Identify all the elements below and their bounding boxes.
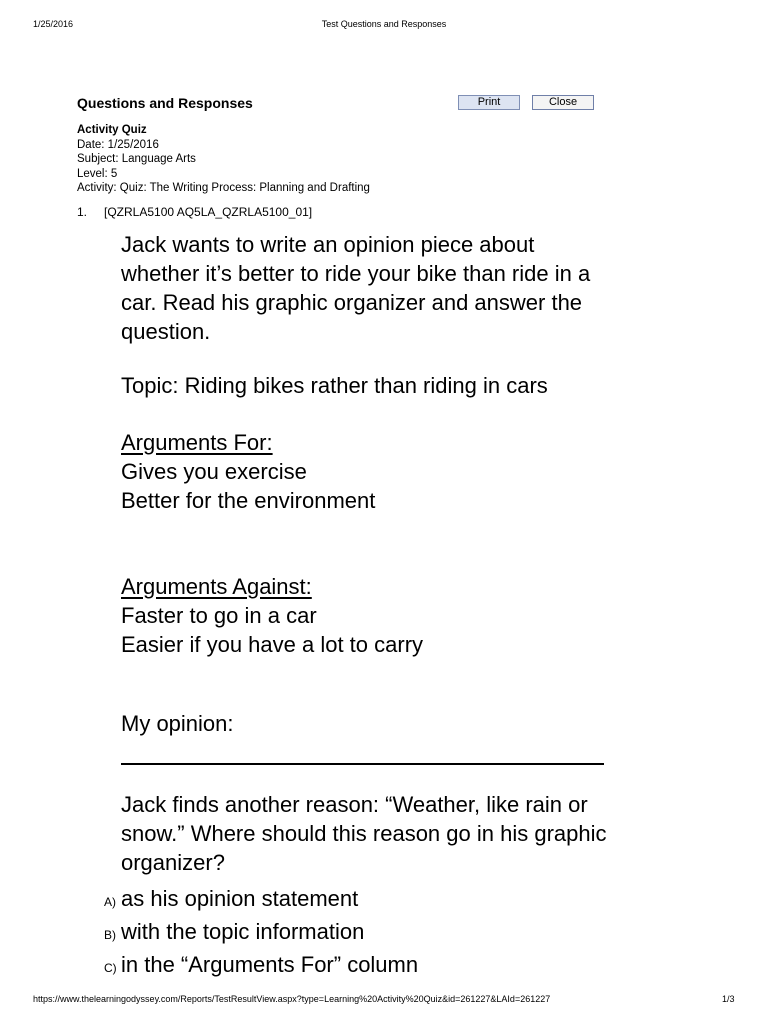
print-date: 1/25/2016 [33,19,74,29]
choice-text: in the “Arguments For” column [121,952,419,977]
print-button[interactable]: Print [458,95,520,110]
activity-subject: Subject: Language Arts [77,153,196,166]
argument-against-item: Faster to go in a car [121,603,317,628]
argument-for-item: Better for the environment [121,488,376,513]
choice-letter: A) [104,895,116,909]
intro-line: car. Read his graphic organizer and answer the [121,290,583,315]
argument-for-item: Gives you exercise [121,459,307,484]
arguments-for-heading: Arguments For: [121,430,273,455]
choice-letter: B) [104,928,116,942]
activity-heading: Activity Quiz [77,124,147,136]
prompt-line: organizer? [121,850,225,875]
answer-choice-c[interactable] [104,950,418,983]
topic-line: Topic: Riding bikes rather than riding in cars [121,373,548,398]
close-button[interactable]: Close [532,95,594,110]
answer-choice-b[interactable] [104,917,418,950]
print-url: https://www.thelearningodyssey.com/Reports/TestResultView.aspx?type=Learning%20Activity%20Quiz&id=261227&LAId=261227 [33,994,551,1004]
print-page-title: Test Questions and Responses [321,19,447,29]
choice-text: with the topic information [121,919,365,944]
activity-name: Activity: Quiz: The Writing Process: Planning and Drafting [77,182,370,195]
activity-info [77,123,370,196]
prompt-line: Jack finds another reason: “Weather, like rain or [121,792,588,817]
choice-text: as his opinion statement [121,886,359,911]
page-title: Questions and Responses [77,95,253,111]
opinion-label: My opinion: [121,711,234,736]
print-page-number: 1/3 [722,994,735,1004]
question-id: [QZRLA5100 AQ5LA_QZRLA5100_01] [104,205,313,219]
activity-level: Level: 5 [77,167,118,180]
arguments-against-heading: Arguments Against: [121,574,312,599]
activity-date: Date: 1/25/2016 [77,138,159,151]
argument-against-item: Easier if you have a lot to carry [121,632,424,657]
answer-choices [104,884,418,983]
choice-letter: C) [104,961,117,975]
intro-line: question. [121,319,211,344]
question-number: 1. [77,205,88,219]
question-body [121,230,590,738]
question-prompt [121,790,606,877]
opinion-blank-line [121,763,604,765]
prompt-line: snow.” Where should this reason go in his graphic [121,821,607,846]
intro-line: whether it’s better to ride your bike than ride in a [121,261,591,286]
answer-choice-a[interactable] [104,884,418,917]
intro-line: Jack wants to write an opinion piece about [121,232,535,257]
